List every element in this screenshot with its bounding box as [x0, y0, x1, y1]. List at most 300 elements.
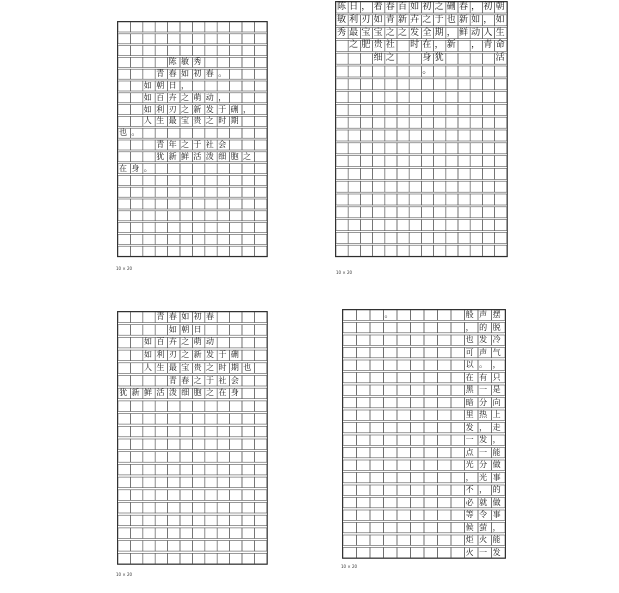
- grid-cell: [357, 385, 371, 395]
- handwritten-char: 向: [492, 397, 501, 407]
- grid-cell: [397, 207, 409, 218]
- grid-cell: [397, 385, 411, 395]
- handwritten-char: 时: [218, 362, 227, 372]
- grid-cell: [130, 414, 142, 425]
- grid-cell: [385, 220, 397, 231]
- handwritten-char: 日: [349, 2, 359, 12]
- grid-cell: [254, 46, 266, 56]
- handwritten-char: 宝: [361, 27, 371, 38]
- grid-cell: [424, 385, 438, 395]
- handwritten-char: 黑: [465, 385, 474, 394]
- grid-cell: [397, 523, 411, 533]
- grid-cell: [446, 156, 458, 167]
- grid-cell: [205, 81, 217, 91]
- grid-cell: [168, 128, 180, 138]
- grid-cell: [205, 22, 217, 32]
- grid-cell: [385, 117, 397, 128]
- handwritten-char: 如: [143, 81, 152, 90]
- grid-cell: [470, 207, 482, 218]
- grid-cell: [168, 541, 180, 552]
- sheet-top-left: [116, 20, 269, 271]
- grid-cell: [143, 325, 155, 336]
- grid-cell: [118, 140, 130, 150]
- grid-cell: [217, 128, 229, 138]
- grid-cell: [168, 223, 180, 233]
- grid-cell: [411, 498, 425, 508]
- handwritten-char: 如: [373, 14, 383, 25]
- handwritten-char: 利: [156, 350, 165, 360]
- grid-cell: [217, 187, 229, 197]
- grid-cell: [118, 439, 130, 450]
- grid-cell: [192, 401, 204, 412]
- grid-cell: [205, 164, 217, 174]
- grid-cell: [421, 168, 433, 179]
- handwritten-char: 如: [181, 69, 189, 79]
- grid-cell: [155, 439, 167, 450]
- grid-cell: [397, 510, 411, 520]
- grid-cell: [230, 464, 242, 475]
- handwritten-char: ，: [483, 14, 493, 25]
- handwritten-char: 一: [479, 385, 488, 394]
- handwritten-char: 如: [144, 337, 153, 347]
- handwritten-char: 。: [218, 69, 227, 79]
- handwritten-char: 新: [131, 388, 140, 398]
- handwritten-char: 人: [143, 116, 152, 126]
- grid-cell: [130, 69, 142, 79]
- grid-cell: [397, 548, 411, 558]
- grid-cell: [118, 401, 130, 412]
- grid-cell: [397, 66, 409, 77]
- grid-cell: [130, 477, 142, 488]
- grid-cell: [438, 410, 452, 420]
- handwritten-char: 之: [397, 27, 407, 38]
- grid-cell: [424, 548, 438, 558]
- grid-cell: [470, 220, 482, 231]
- grid-cell: [446, 104, 458, 115]
- grid-cell: [130, 246, 142, 256]
- grid-cell: [424, 423, 438, 433]
- grid-cell: [192, 439, 204, 450]
- grid-cell: [180, 426, 192, 437]
- grid-cell: [205, 34, 217, 44]
- grid-cell: [155, 246, 167, 256]
- handwritten-char: 会: [218, 140, 227, 149]
- grid-cell: [254, 116, 266, 126]
- grid-cell: [230, 140, 242, 150]
- grid-cell: [424, 373, 438, 383]
- grid-cell: [217, 490, 229, 501]
- grid-cell: [118, 175, 130, 185]
- grid-cell: [424, 498, 438, 508]
- sheet-bottom-left: [116, 310, 269, 577]
- grid-cell: [343, 385, 357, 395]
- grid-cell: [470, 117, 482, 128]
- grid-cell: [254, 69, 266, 79]
- handwritten-char: 初: [193, 312, 202, 321]
- grid-cell: [118, 22, 130, 32]
- grid-cell: [180, 234, 192, 244]
- handwritten-char: ，: [361, 2, 371, 12]
- handwritten-char: 胞: [230, 151, 239, 161]
- grid-cell: [495, 168, 507, 179]
- handwritten-char: 分: [479, 397, 488, 407]
- grid-cell: [458, 79, 470, 90]
- grid-cell: [230, 175, 242, 185]
- grid-cell: [343, 498, 357, 508]
- grid-cell: [424, 460, 438, 470]
- handwritten-char: ，: [446, 27, 456, 38]
- grid-cell: [424, 535, 438, 545]
- grid-cell: [180, 164, 192, 174]
- grid-cell: [180, 464, 192, 475]
- grid-cell: [143, 140, 155, 150]
- grid-cell: [421, 143, 433, 154]
- grid-cell: [336, 130, 348, 141]
- grid-cell: [192, 246, 204, 256]
- grid-cell: [397, 435, 411, 445]
- grid-cell: [217, 312, 229, 323]
- grid-cell: [192, 46, 204, 56]
- handwritten-char: 春: [206, 312, 215, 321]
- grid-cell: [360, 194, 372, 205]
- grid-cell: [370, 448, 384, 458]
- grid-cell: [357, 473, 371, 483]
- grid-cell: [360, 92, 372, 103]
- grid-cell: [434, 143, 446, 154]
- handwritten-char: 做: [492, 497, 501, 507]
- grid-cell: [217, 464, 229, 475]
- handwritten-char: 青: [156, 140, 165, 149]
- grid-cell: [205, 246, 217, 256]
- grid-cell: [482, 245, 494, 256]
- grid-cell: [217, 211, 229, 221]
- grid-cell: [168, 22, 180, 32]
- grid-cell: [130, 426, 142, 437]
- grid-cell: [384, 410, 398, 420]
- grid-cell: [470, 143, 482, 154]
- handwritten-char: 火: [479, 535, 488, 544]
- grid-cell: [254, 22, 266, 32]
- grid-cell: [343, 410, 357, 420]
- grid-cell: [357, 460, 371, 470]
- grid-cell: [434, 92, 446, 103]
- grid-cell: [482, 53, 494, 64]
- handwritten-char: 候: [465, 522, 474, 532]
- grid-cell: [411, 535, 425, 545]
- grid-cell: [205, 211, 217, 221]
- grid-cell: [421, 220, 433, 231]
- grid-cell: [434, 181, 446, 192]
- grid-cell: [155, 541, 167, 552]
- grid-cell: [254, 105, 266, 115]
- grid-cell: [254, 128, 266, 138]
- grid-cell: [143, 439, 155, 450]
- grid-cell: [373, 143, 385, 154]
- grid-cell: [384, 548, 398, 558]
- grid-cell: [217, 223, 229, 233]
- grid-cell: [446, 143, 458, 154]
- grid-cell: [458, 207, 470, 218]
- grid-cell: [458, 194, 470, 205]
- grid-cell: [230, 337, 242, 348]
- grid-cell: [397, 473, 411, 483]
- grid-cell: [470, 156, 482, 167]
- handwritten-char: 热: [479, 410, 488, 419]
- handwritten-char: 犹: [156, 151, 165, 161]
- grid-cell: [192, 81, 204, 91]
- grid-cell: [348, 66, 360, 77]
- handwritten-char: 一: [465, 435, 474, 444]
- grid-cell: [458, 66, 470, 77]
- handwritten-char: 之: [205, 116, 214, 126]
- grid-cell: [411, 360, 425, 370]
- grid-cell: [217, 426, 229, 437]
- grid-cell: [470, 245, 482, 256]
- handwritten-char: 发: [479, 435, 488, 444]
- handwritten-char: 如: [181, 312, 190, 321]
- handwritten-char: 日: [193, 324, 202, 334]
- grid-cell: [168, 211, 180, 221]
- grid-cell: [242, 175, 254, 185]
- grid-cell: [373, 194, 385, 205]
- grid-cell: [230, 199, 242, 209]
- grid-cell: [446, 194, 458, 205]
- grid-cell: [130, 57, 142, 67]
- grid-cell: [495, 181, 507, 192]
- grid-cell: [180, 34, 192, 44]
- handwritten-char: 的: [492, 485, 501, 494]
- grid-cell: [458, 104, 470, 115]
- handwritten-char: 摆: [492, 310, 501, 319]
- grid-cell: [230, 477, 242, 488]
- grid-cell: [118, 337, 130, 348]
- handwritten-char: 着: [373, 2, 383, 12]
- grid-cell: [118, 528, 130, 539]
- grid-cell: [343, 398, 357, 408]
- grid-cell: [451, 373, 465, 383]
- grid-cell: [357, 548, 371, 558]
- grid-cell: [205, 46, 217, 56]
- grid-cell: [384, 473, 398, 483]
- grid-cell: [360, 232, 372, 243]
- grid-cell: [438, 498, 452, 508]
- grid-cell: [370, 460, 384, 470]
- handwritten-char: 如: [410, 2, 420, 12]
- grid-cell: [495, 143, 507, 154]
- grid-cell: [357, 335, 371, 345]
- handwritten-char: 发: [205, 104, 214, 114]
- grid-cell: [254, 211, 266, 221]
- handwritten-char: 之: [385, 53, 395, 64]
- grid-cell: [336, 92, 348, 103]
- grid-cell: [495, 117, 507, 128]
- grid-cell: [242, 223, 254, 233]
- grid-cell: [242, 46, 254, 56]
- grid-cell: [143, 515, 155, 526]
- handwritten-char: 之: [181, 104, 189, 114]
- grid-cell: [155, 325, 167, 336]
- grid-cell: [421, 130, 433, 141]
- grid-cell: [155, 34, 167, 44]
- grid-cell: [130, 376, 142, 387]
- grid-cell: [192, 528, 204, 539]
- grid-cell: [336, 143, 348, 154]
- grid-cell: [384, 535, 398, 545]
- grid-cell: [409, 156, 421, 167]
- handwritten-char: 如: [495, 14, 505, 25]
- grid-cell: [254, 528, 266, 539]
- grid-cell: [411, 398, 425, 408]
- grid-cell: [385, 168, 397, 179]
- handwritten-char: 动: [205, 92, 214, 102]
- grid-cell: [470, 92, 482, 103]
- grid-cell: [205, 541, 217, 552]
- grid-cell: [168, 414, 180, 425]
- handwritten-char: 气: [492, 347, 501, 357]
- grid-cell: [482, 117, 494, 128]
- grid-cell: [242, 312, 254, 323]
- grid-cell: [397, 323, 411, 333]
- grid-size-caption: 10 × 20: [116, 266, 133, 271]
- handwritten-char: 声: [479, 310, 488, 319]
- grid-cell: [495, 232, 507, 243]
- grid-cell: [230, 22, 242, 32]
- handwritten-char: 会: [230, 375, 239, 385]
- handwritten-char: 人: [483, 27, 493, 38]
- grid-cell: [143, 541, 155, 552]
- handwritten-char: 初: [422, 2, 432, 12]
- grid-cell: [254, 426, 266, 437]
- grid-cell: [438, 435, 452, 445]
- grid-cell: [254, 490, 266, 501]
- grid-cell: [155, 211, 167, 221]
- grid-cell: [384, 485, 398, 495]
- grid-cell: [192, 553, 204, 564]
- grid-cell: [230, 553, 242, 564]
- grid-cell: [411, 523, 425, 533]
- grid-cell: [155, 376, 167, 387]
- grid-cell: [180, 246, 192, 256]
- grid-cell: [336, 53, 348, 64]
- grid-cell: [421, 232, 433, 243]
- grid-cell: [143, 553, 155, 564]
- grid-cell: [217, 452, 229, 463]
- grid-cell: [118, 553, 130, 564]
- grid-cell: [458, 168, 470, 179]
- grid-cell: [217, 164, 229, 174]
- grid-cell: [343, 448, 357, 458]
- grid-cell: [373, 79, 385, 90]
- grid-cell: [384, 423, 398, 433]
- grid-cell: [360, 220, 372, 231]
- handwritten-char: 身: [131, 163, 140, 173]
- grid-cell: [348, 104, 360, 115]
- grid-cell: [143, 69, 155, 79]
- grid-cell: [242, 116, 254, 126]
- grid-cell: [397, 220, 409, 231]
- grid-cell: [446, 79, 458, 90]
- handwritten-char: 春: [168, 312, 177, 321]
- grid-cell: [348, 156, 360, 167]
- grid-cell: [118, 414, 130, 425]
- grid-cell: [118, 223, 130, 233]
- grid-cell: [118, 325, 130, 336]
- handwritten-char: 陈: [168, 57, 177, 67]
- grid-cell: [118, 503, 130, 514]
- grid-cell: [180, 452, 192, 463]
- grid-cell: [348, 79, 360, 90]
- handwritten-char: 秀: [336, 27, 346, 38]
- grid-cell: [482, 207, 494, 218]
- grid-cell: [357, 410, 371, 420]
- grid-cell: [242, 128, 254, 138]
- grid-cell: [143, 22, 155, 32]
- grid-cell: [348, 220, 360, 231]
- grid-cell: [205, 57, 217, 67]
- grid-cell: [343, 473, 357, 483]
- handwritten-char: 一: [479, 447, 488, 457]
- grid-cell: [217, 541, 229, 552]
- grid-cell: [411, 423, 425, 433]
- grid-cell: [143, 376, 155, 387]
- handwritten-char: 硎: [446, 2, 456, 12]
- grid-cell: [336, 40, 348, 51]
- grid-cell: [397, 194, 409, 205]
- grid-cell: [385, 66, 397, 77]
- handwritten-char: 声: [479, 347, 488, 357]
- grid-cell: [192, 199, 204, 209]
- grid-cell: [130, 439, 142, 450]
- handwritten-char: 青: [483, 40, 493, 51]
- grid-cell: [118, 541, 130, 552]
- handwritten-char: 鲜: [458, 27, 468, 38]
- grid-cell: [130, 490, 142, 501]
- grid-cell: [254, 187, 266, 197]
- grid-cell: [434, 194, 446, 205]
- grid-cell: [384, 335, 398, 345]
- handwritten-char: 活: [193, 151, 202, 161]
- handwritten-char: 最: [349, 27, 359, 38]
- handwritten-char: 里: [465, 410, 474, 419]
- grid-cell: [230, 128, 242, 138]
- grid-cell: [424, 523, 438, 533]
- grid-cell: [370, 348, 384, 358]
- handwritten-char: 刃: [361, 14, 371, 25]
- grid-cell: [397, 181, 409, 192]
- grid-cell: [482, 232, 494, 243]
- grid-cell: [385, 245, 397, 256]
- grid-cell: [411, 448, 425, 458]
- grid-cell: [446, 130, 458, 141]
- handwritten-char: 之: [422, 14, 432, 25]
- grid-cell: [446, 245, 458, 256]
- grid-cell: [411, 373, 425, 383]
- handwritten-char: 敏: [181, 57, 189, 67]
- grid-cell: [385, 143, 397, 154]
- grid-cell: [451, 410, 465, 420]
- grid-cell: [409, 66, 421, 77]
- grid-cell: [180, 515, 192, 526]
- grid-cell: [242, 69, 254, 79]
- grid-cell: [143, 312, 155, 323]
- grid-cell: [397, 335, 411, 345]
- handwritten-char: 炬: [465, 535, 474, 544]
- grid-cell: [242, 528, 254, 539]
- grid-cell: [155, 46, 167, 56]
- handwritten-char: 以: [465, 360, 474, 369]
- handwritten-char: 全: [422, 27, 432, 38]
- grid-cell: [495, 66, 507, 77]
